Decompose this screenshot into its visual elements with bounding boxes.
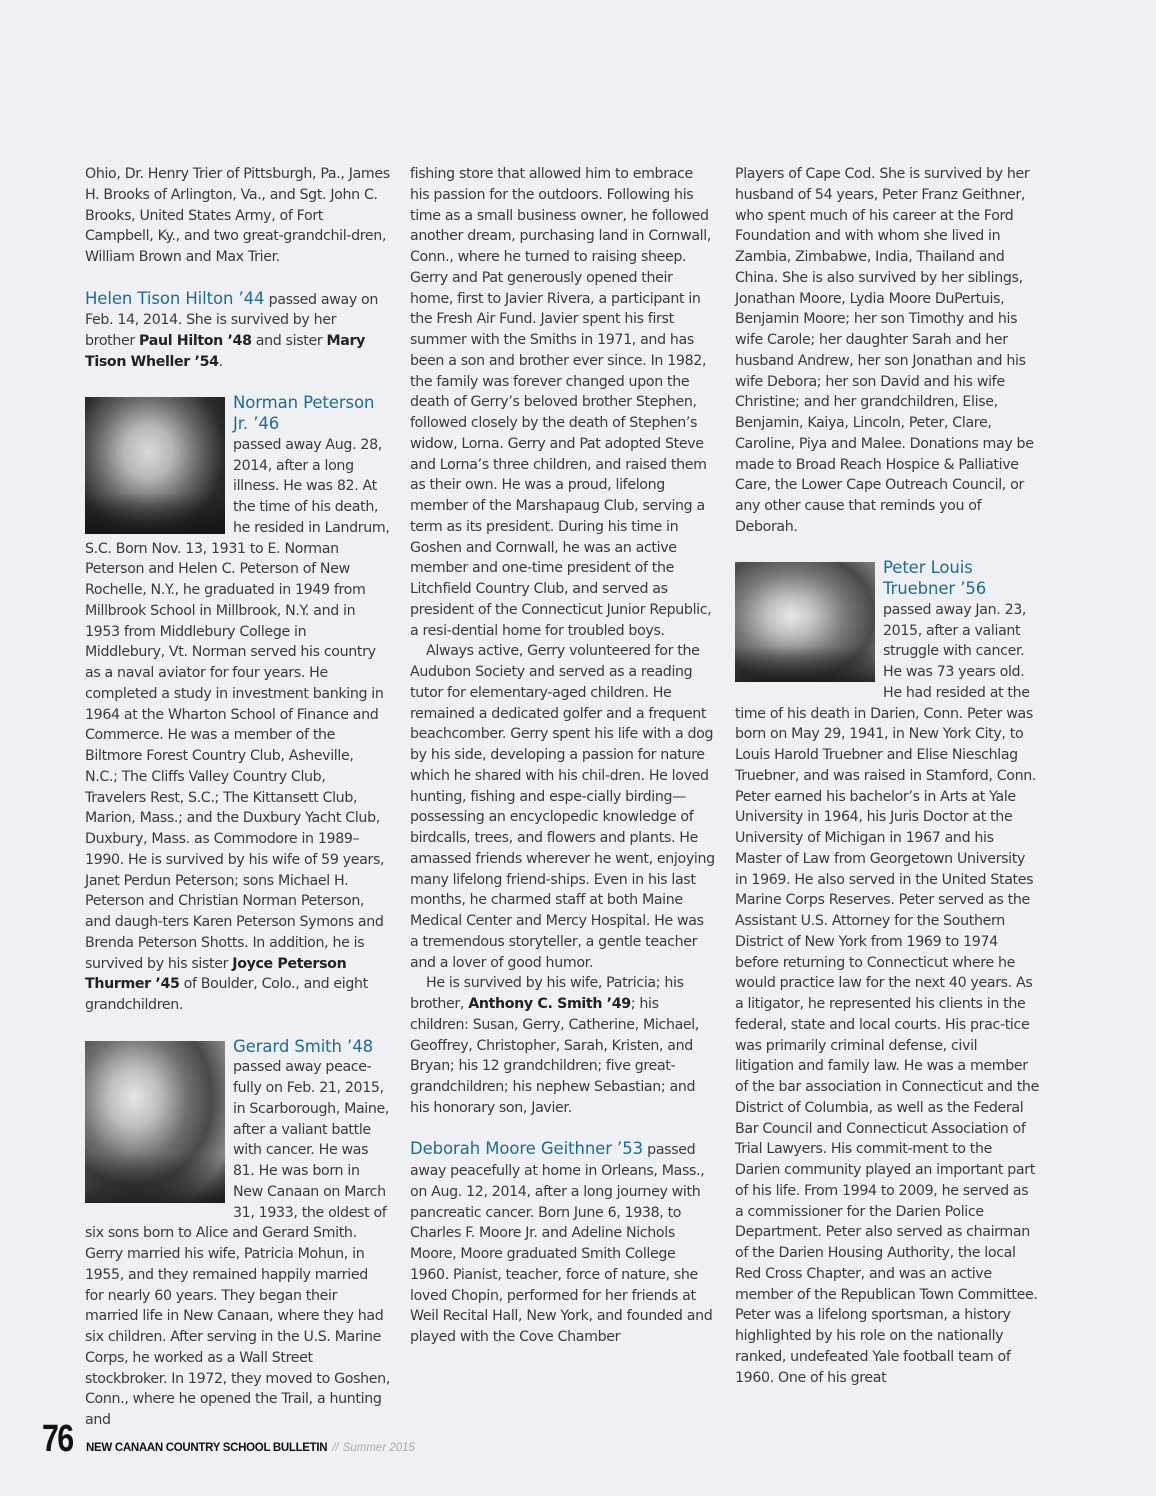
- obituary-text: passed away peace-fully on Feb. 21, 2015, in Scarborough, Maine, after a valiant battle with cancer. He was 81. He was born in New Canaan on March 31, 1933, the oldest of six sons born to Alice and Gerard Smith. Gerry married his wife, Patricia Mohun, in 1955, and they remained happily married for nearly 60 years. They began their married life in New Canaan, where they had six children. After serving in the U.S. Marine Corps, he worked as a Wall Street stockbroker. In 1972, they moved to Goshen, Conn., where he opened the Trail, a hunting and: [85, 1059, 390, 1428]
- relative-name: Paul Hilton ’48: [139, 333, 252, 349]
- portrait-photo-norman-peterson: [85, 397, 225, 534]
- obituary-name: Gerard Smith ’48: [233, 1036, 373, 1056]
- portrait-photo-peter-truebner: [735, 562, 875, 682]
- obituary-text: passed away peacefully at home in Orleans, Mass., on Aug. 12, 2014, after a long journey with pancreatic cancer. Born June 6, 1938, to Charles F. Moore Jr. and Adeline Nichols Moore, Moore graduated Smith College 1960. Pianist, teacher, force of nature, she loved Chopin, performed for her friends at Weil Recital Hall, New York, and founded and played with the Cove Chamber: [410, 1142, 713, 1345]
- obituary-gerard-smith-survivors: [410, 973, 715, 1118]
- obituary-norman-peterson: [85, 393, 390, 1016]
- relative-name: Joyce Peterson Thurmer ’45: [85, 955, 347, 993]
- portrait-photo-gerard-smith: [85, 1041, 225, 1203]
- issue-label: Summer 2015: [342, 1442, 415, 1454]
- footer-separator: //: [332, 1442, 339, 1454]
- obituary-text: .: [218, 353, 223, 370]
- publication-title: NEW CANAAN COUNTRY SCHOOL BULLETIN: [86, 1442, 328, 1454]
- obituary-text: passed away on Feb. 14, 2014. She is survived by her brother: [85, 291, 378, 349]
- page-footer: [42, 1418, 415, 1461]
- obituary-text: He is survived by his wife, Patricia; his brother,: [410, 975, 684, 1012]
- obituary-text: and sister: [251, 333, 327, 349]
- obituary-gerard-smith-paragraph: Always active, Gerry volunteered for the Audubon Society and served as a reading tutor for elementary-aged children. He remained a dedicated golfer and a frequent beachcomber. Gerry spent his life with a dog by his side, developing a passion for nature which he shared with his chil-dren. He loved hunting, fishing and espe-cially birding—possessing an encyclopedic knowledge of birdcalls, trees, and flowers and plants. He amassed friends wherever he went, enjoying many lifelong friend-ships. Even in his last months, he charmed staff at both Maine Medical Center and Mercy Hospital. He was a tremendous storyteller, a gentle teacher and a lover of good humor.: [410, 643, 715, 971]
- obituary-deborah-geithner: [410, 1139, 715, 1348]
- relative-name: Mary Tison Wheller ’54: [85, 333, 366, 370]
- column-1: [85, 164, 390, 1431]
- obituary-peter-truebner: [735, 558, 1040, 1388]
- page-number: 76: [42, 1418, 73, 1460]
- obituary-text: passed away Jan. 23, 2015, after a valiant struggle with cancer. He was 73 years old. He had resided at the time of his death in Darien, Conn. Peter was born on May 29, 1941, in New York City, to Louis Harold Truebner and Elise Nieschlag Truebner, and was raised in Stamford, Conn. Peter earned his bachelor’s in Arts at Yale University in 1964, his Juris Doctor at the University of Michigan in 1967 and his Master of Law from Georgetown University in 1969. He also served in the United States Marine Corps Reserves. Peter served as the Assistant U.S. Attorney for the Southern District of New York from 1969 to 1974 before returning to Connecticut where he would practice law for the next 40 years. As a litigator, he represented his clients in the federal, state and local courts. His prac-tice was primarily criminal defense, civil litigation and family law. He was a member of the bar association in Connecticut and the District of Columbia, as well as the Federal Bar Council and Connecticut Association of Trial Lawyers. His commit-ment to the Darien community played an important part of his life. From 1994 to 2009, he served as a commissioner for the Darien Police Department. Peter also served as chairman of the Darien Housing Authority, the local Red Cross Chapter, and was an active member of the Republican Town Committee. Peter was a lifelong sportsman, a history highlighted by his role on the nationally ranked, undefeated Yale football team of 1960. One of his great: [735, 601, 1039, 1386]
- obituary-helen-hilton: [85, 289, 390, 373]
- obituary-deborah-geithner-continued: Players of Cape Cod. She is survived by her husband of 54 years, Peter Franz Geithner, who spent much of his career at the Ford Foundation and with whom she lived in Zambia, Zimbabwe, India, Thailand and China. She is also survived by her siblings, Jonathan Moore, Lydia Moore DuPertuis, Benjamin Moore; her son Timothy and his wife Carole; her daughter Sarah and her husband Andrew, her son Jonathan and his wife Debora; her son David and his wife Christine; and her grandchildren, Elise, Benjamin, Kaiya, Lincoln, Peter, Clare, Caroline, Piya and Malee. Donations may be made to Broad Reach Hospice & Palliative Care, the Lower Cape Outreach Council, or any other cause that reminds you of Deborah.: [735, 166, 1034, 535]
- obituary-text: passed away Aug. 28, 2014, after a long illness. He was 82. At the time of his death, he resided in Landrum, S.C. Born Nov. 13, 1931 to E. Norman Peterson and Helen C. Peterson of New Rochelle, N.Y., he graduated in 1949 from Millbrook School in Millbrook, N.Y. and in 1953 from Middlebury College in Middlebury, Vt. Norman served his country as a naval aviator for four years. He completed a study in investment banking in 1964 at the Wharton School of Finance and Commerce. He was a member of the Biltmore Forest Country Club, Asheville, N.C.; The Cliffs Valley Country Club, Travelers Rest, S.C.; The Kittansett Club, Marion, Mass.; and the Duxbury Yacht Club, Duxbury, Mass. as Commodore in 1989–1990. He is survived by his wife of 59 years, Janet Perdun Peterson; sons Michael H. Peterson and Christian Norman Peterson, and daugh-ters Karen Peterson Symons and Brenda Peterson Shotts. In addition, he is survived by his sister: [85, 436, 390, 972]
- obituary-continued-text: Ohio, Dr. Henry Trier of Pittsburgh, Pa., James H. Brooks of Arlington, Va., and Sgt. John C. Brooks, United States Army, of Fort Campbell, Ky., and two great-grandchil-dren, William Brown and Max Trier.: [85, 166, 390, 265]
- column-2: [410, 164, 715, 1348]
- obituary-name: Peter Louis Truebner ’56: [883, 558, 987, 598]
- obituary-name: Norman Peterson Jr. ’46: [233, 393, 375, 433]
- relative-name: Anthony C. Smith ’49: [468, 996, 631, 1012]
- obituary-gerard-smith: [85, 1037, 390, 1431]
- obituary-name: Helen Tison Hilton ’44: [85, 288, 265, 308]
- obituary-gerard-smith-continued: fishing store that allowed him to embrace his passion for the outdoors. Following his time as a small business owner, he followed another dream, purchasing land in Cornwall, Conn., where he turned to raising sheep. Gerry and Pat generously opened their home, first to Javier Rivera, a participant in the Fresh Air Fund. Javier spent his first summer with the Smiths in 1971, and has been a son and brother ever since. In 1982, the family was forever changed upon the death of Gerry’s beloved brother Stephen, followed closely by the death of Stephen’s widow, Lorna. Gerry and Pat adopted Steve and Lorna’s three children, and raised them as their own. He was a proud, lifelong member of the Marshapaug Club, serving a term as its president. During his time in Goshen and Cornwall, he was an active member and one-time president of the Litchfield Country Club, and served as president of the Connecticut Junior Republic, a resi-dential home for troubled boys.: [410, 166, 712, 639]
- obituary-name: Deborah Moore Geithner ’53: [410, 1139, 643, 1159]
- obituary-text: ; his children: Susan, Gerry, Catherine, Michael, Geoffrey, Christopher, Sarah, Kristen, and Bryan; his 12 grandchildren; five great-grandchildren; his nephew Sebastian; and his honorary son, Javier.: [410, 996, 700, 1116]
- obituary-text: of Boulder, Colo., and eight grandchildren.: [85, 976, 368, 1013]
- column-3: [735, 164, 1040, 1388]
